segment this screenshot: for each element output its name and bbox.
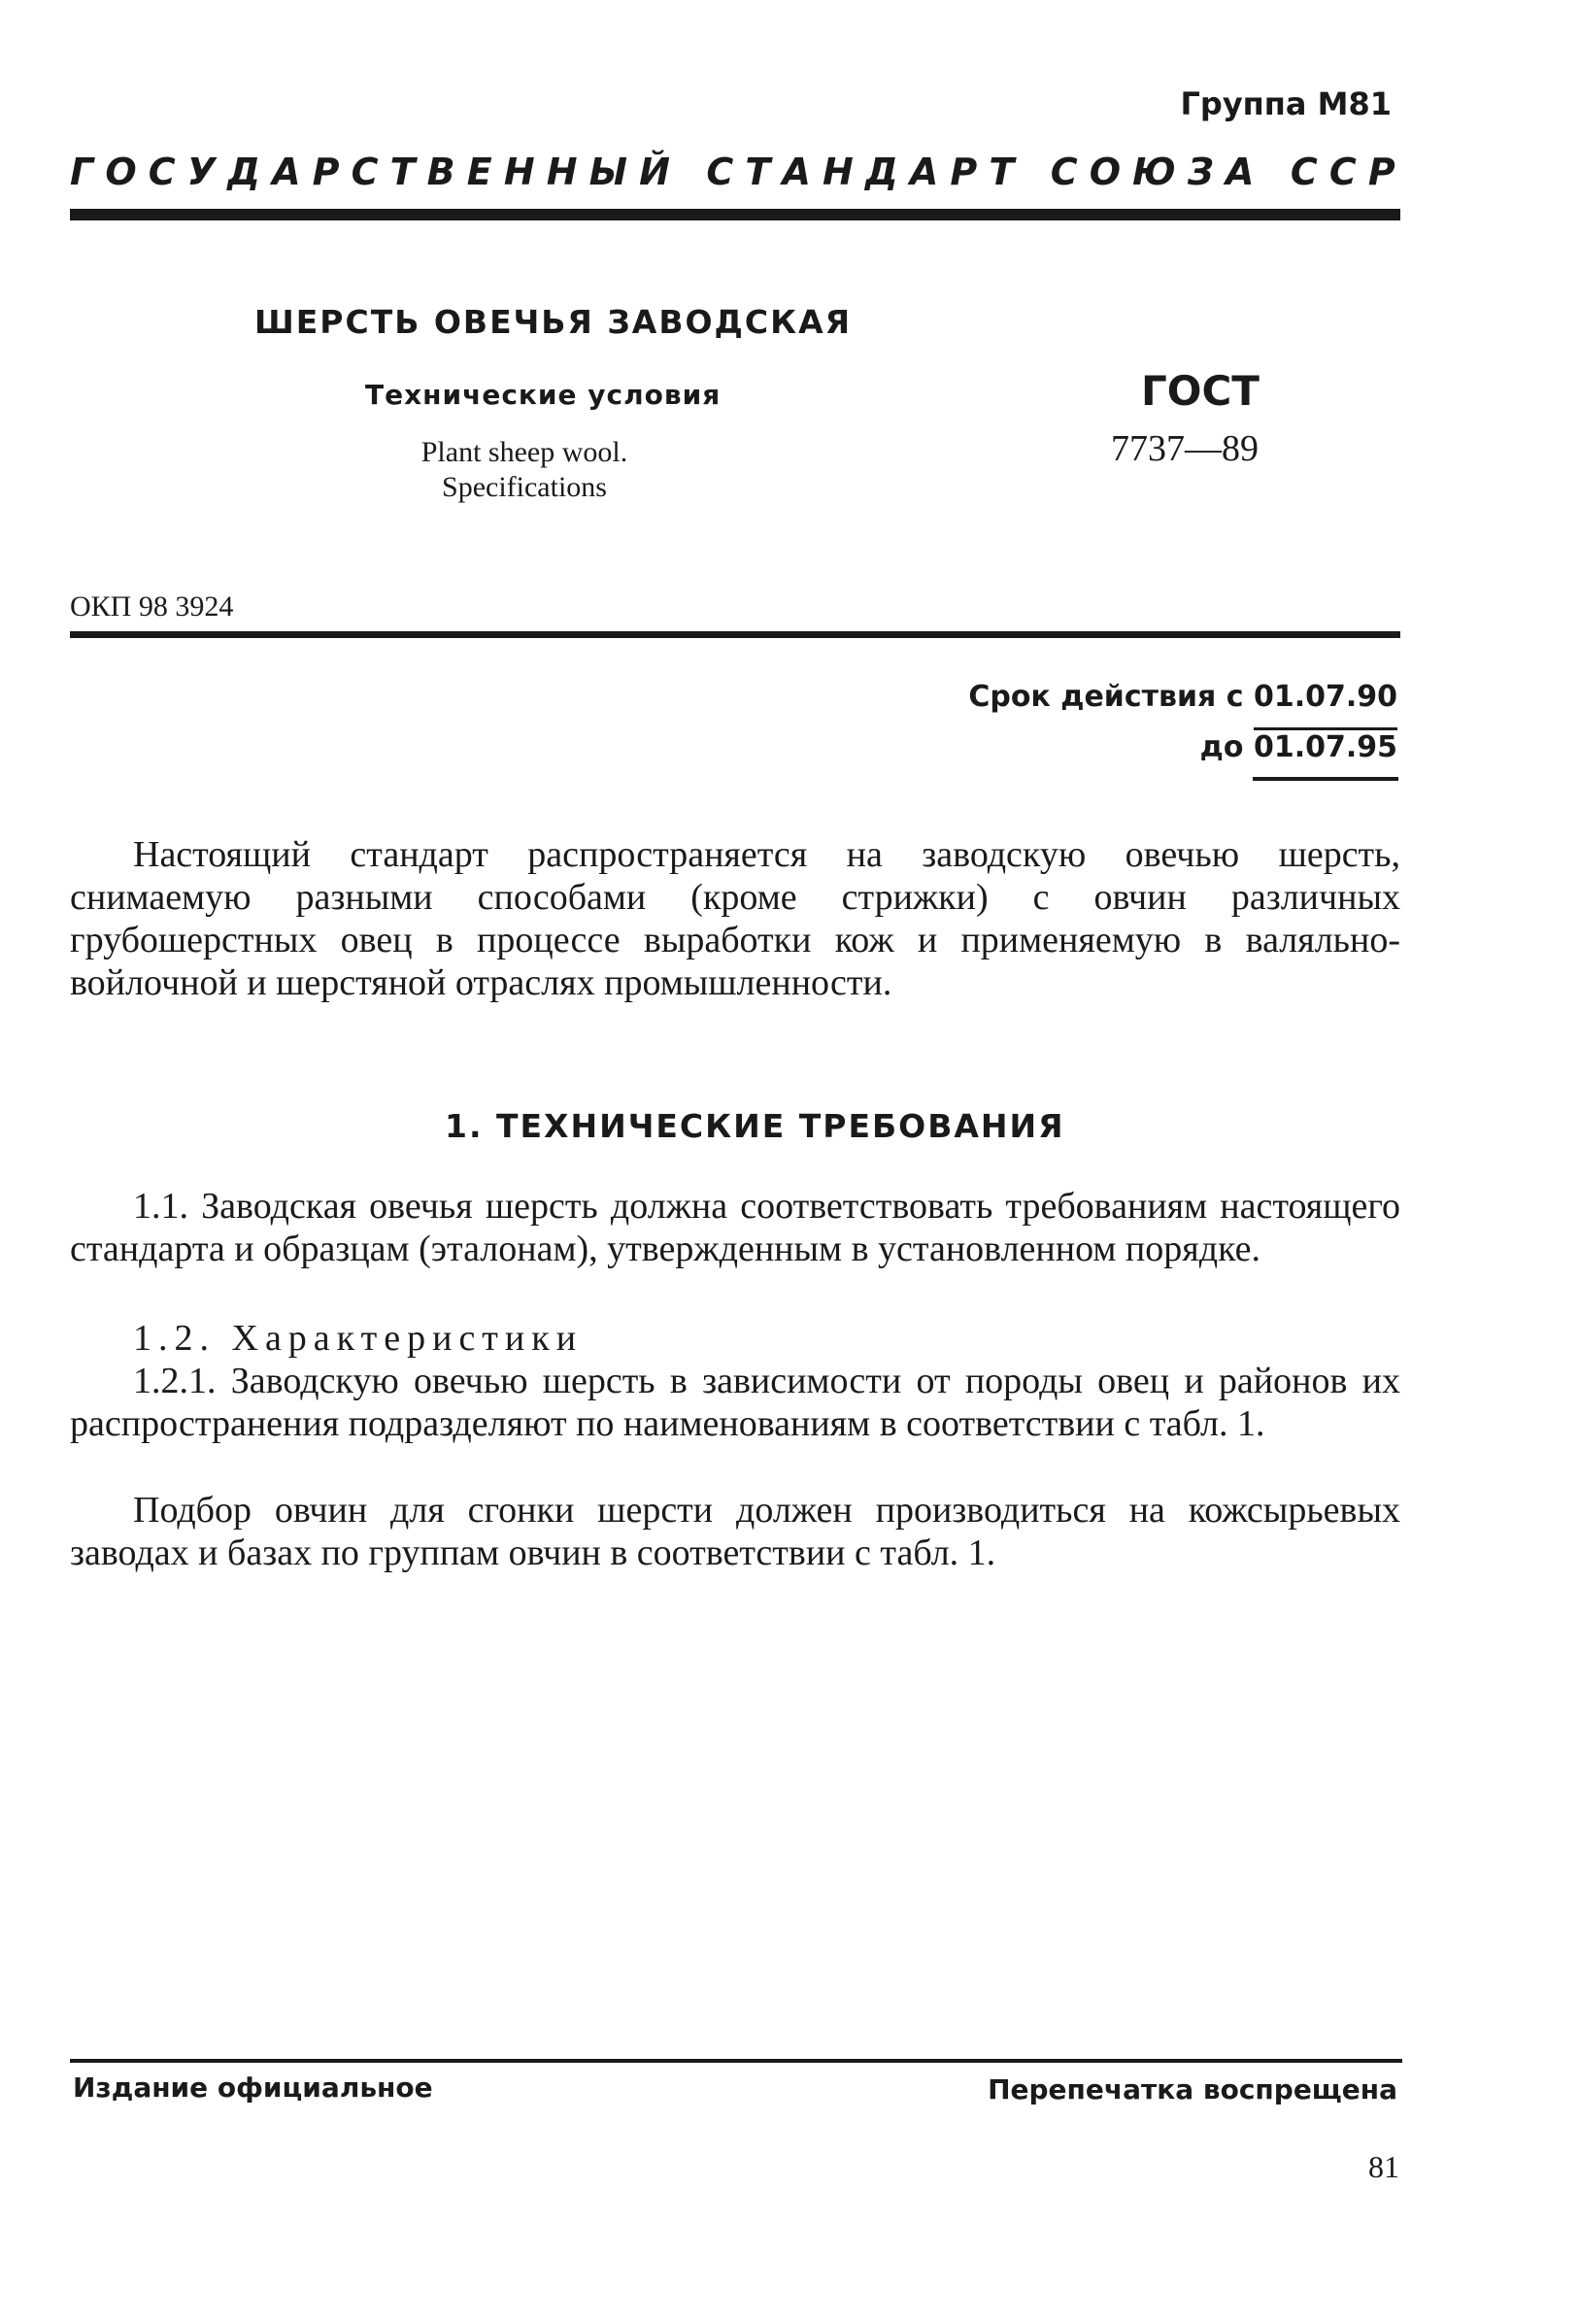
state-standard-letter: О [105,151,137,193]
gost-label: ГОСТ [1141,367,1260,415]
english-title-line-1: Plant sheep wool. [420,436,628,468]
state-standard-letter: Т [745,151,771,193]
state-standard-letter: С [706,151,734,193]
clause-1-2-1: 1.2.1. Заводскую овечью шерсть в зависимости от породы овец и районов их распространения подразделяют по наименованиям в соответствии с табл. 1. [70,1361,1400,1444]
state-standard-letter: С [148,151,176,193]
state-standard-letter: Ы [588,151,628,193]
state-standard-letter: А [1225,151,1255,193]
state-standard-letter: Д [227,151,261,193]
group-label: Группа М81 [1180,85,1392,122]
state-standard-letter: Ю [1132,151,1176,193]
validity-to-label: до [1199,730,1254,764]
state-standard-letter: С [351,151,379,193]
gost-number: 7737—89 [1111,428,1259,469]
validity-from-date: 01.07.90 [1253,680,1397,714]
state-standard-letter: Н [546,151,578,193]
state-standard-letter: С [1328,151,1357,193]
state-standard-letter: А [272,151,301,193]
state-standard-letter: Р [1367,151,1395,193]
state-standard-letter: Т [989,151,1015,193]
state-standard-letter [682,151,694,193]
state-standard-letter [1025,151,1038,193]
footer-reprint-prohibited: Перепечатка воспрещена [988,2073,1397,2105]
state-standard-letter: Е [466,151,492,193]
state-standard-letter: А [909,151,939,193]
state-standard-letter: Г [70,151,94,193]
document-english-title [369,435,680,505]
validity-from [968,680,1397,714]
state-standard-letter: Н [822,151,854,193]
state-standard-letter: Д [864,151,898,193]
footer-official-edition: Издание официальное [73,2071,433,2104]
header-rule [70,209,1400,220]
validity-to [1200,730,1397,764]
state-standard-letter: С [1290,151,1318,193]
state-standard-letter: З [1187,151,1214,193]
validity-from-label: Срок действия с [968,680,1254,714]
state-standard-title [70,151,1395,193]
validity-to-date: 01.07.95 [1254,727,1397,764]
page-number: 81 [1368,2149,1399,2184]
state-standard-letter: С [1050,151,1078,193]
validity-rule [1253,777,1398,781]
clause-1-2: 1.2. Характеристики [133,1318,584,1359]
state-standard-letter: Т [389,151,416,193]
state-standard-letter: Р [312,151,340,193]
state-standard-letter: Й [639,151,670,193]
state-standard-letter: В [426,151,455,193]
intro-paragraph: Настоящий стандарт распространяется на заводскую овечью шерсть, снимаемую разными способами (кроме стрижки) с овчин различных грубошерстных овец в процессе выработки кож и применяемую в валяльно-войлочной и шерстяной отраслях промышленности. [70,834,1400,1003]
document-subtitle: Технические условия [365,379,722,411]
document-title: ШЕРСТЬ ОВЕЧЬЯ ЗАВОДСКАЯ [254,303,853,341]
state-standard-letter [1266,151,1279,193]
okp-rule [70,631,1400,638]
clause-1-1: 1.1. Заводская овечья шерсть должна соответствовать требованиям настоящего стандарта и образцам (эталонам), утвержденным в установленном порядке. [70,1186,1400,1269]
state-standard-letter: Р [950,151,978,193]
clause-selection-paragraph: Подбор овчин для сгонки шерсти должен производиться на кожсырьевых заводах и базах по группам овчин в соответствии с табл. 1. [70,1490,1400,1573]
state-standard-letter: А [782,151,811,193]
state-standard-letter: У [186,151,217,193]
state-standard-letter: О [1089,151,1122,193]
footer-rule [70,2059,1402,2063]
english-title-line-2: Specifications [442,471,607,503]
okp-code: ОКП 98 3924 [70,590,234,623]
section-heading: 1. ТЕХНИЧЕСКИЕ ТРЕБОВАНИЯ [445,1107,1065,1145]
state-standard-letter: Н [503,151,535,193]
